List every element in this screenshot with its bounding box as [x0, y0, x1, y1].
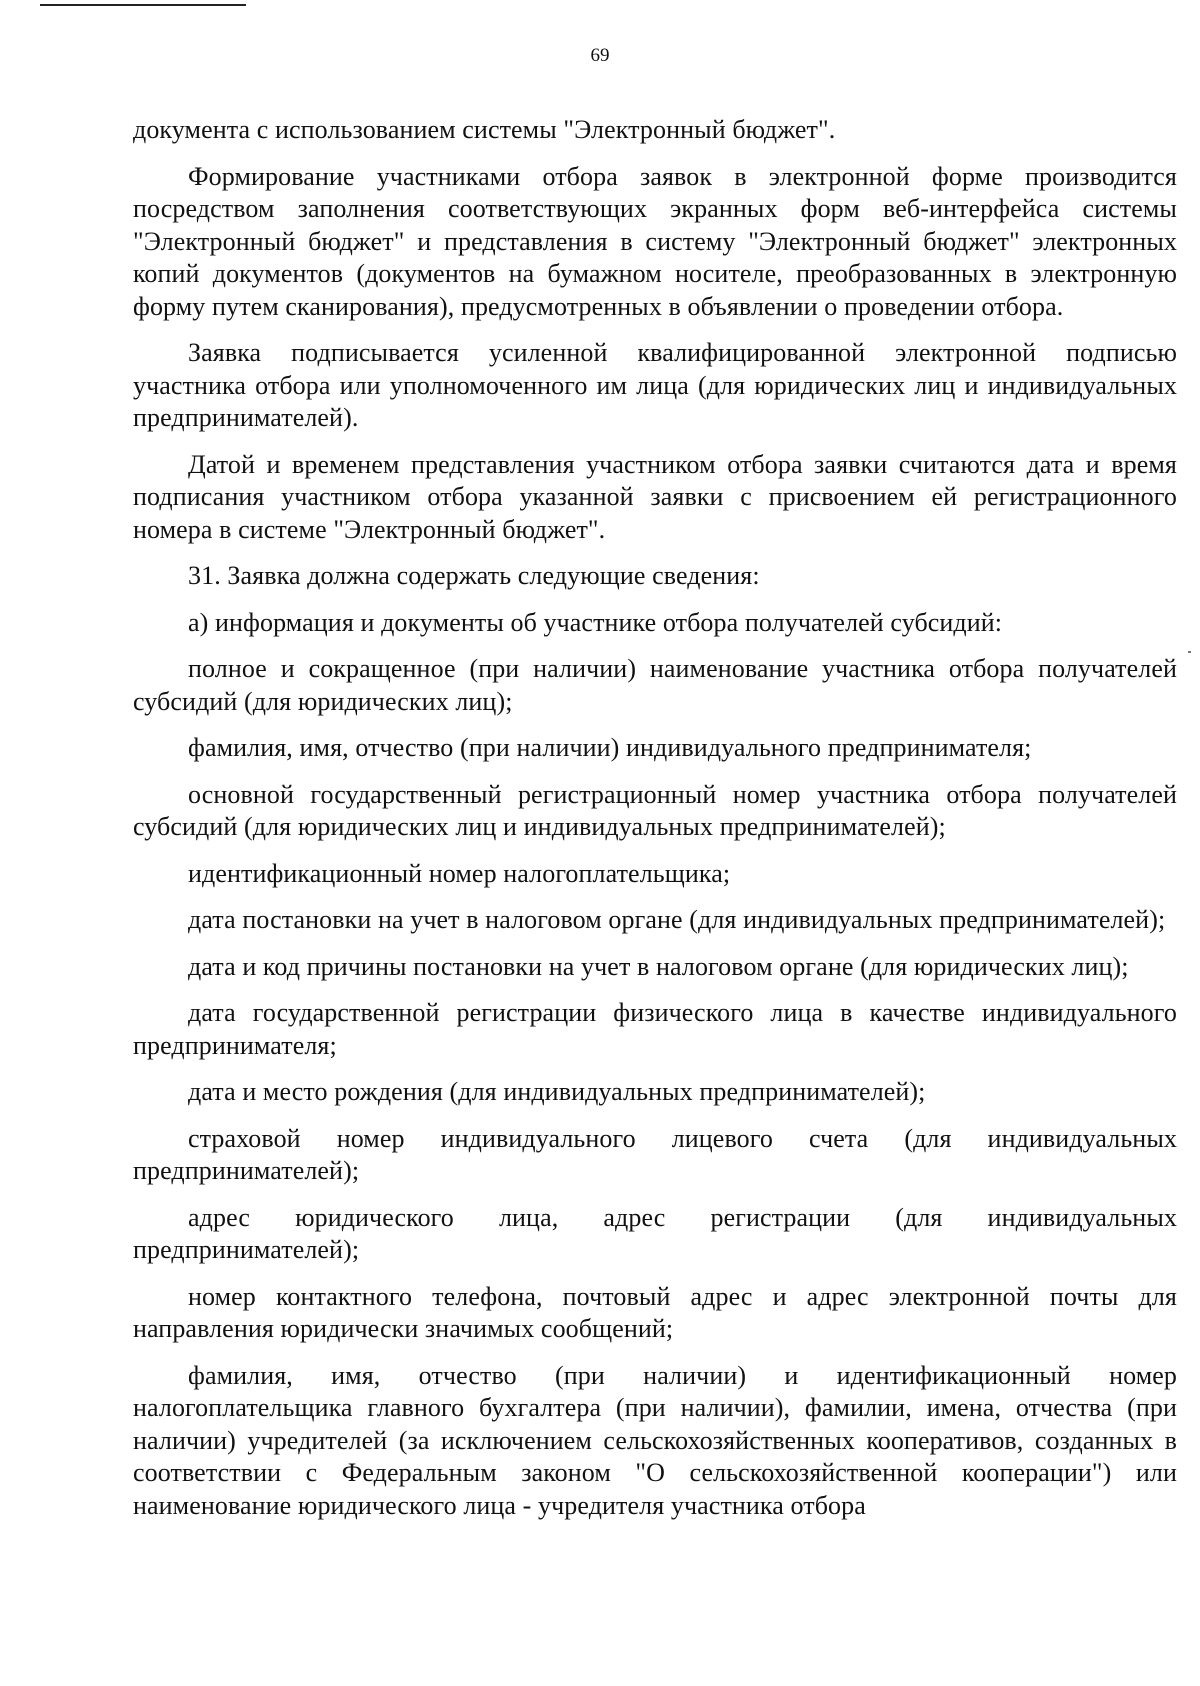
list-item-birth-date-place: дата и место рождения (для индивидуальных предпринимателей); [188, 1077, 926, 1106]
paragraph-application-forming: Формирование участниками отбора заявок в электронной форме производится посредством заполнения соответствующих экранных форм веб-интерфейса системы "Электронный бюджет" и представления в систему "Электронный бюджет" электронных копий документов (документов на бумажном носителе, преобразованных в электронную форму путем сканирования), предусмотренных в объявлении о проведении отбора. [133, 161, 1177, 321]
list-item-full-name: полное и сокращенное (при наличии) наименование участника отбора получателей субсидий (для юридических лиц); [133, 654, 1177, 716]
page-number: 69 [590, 45, 610, 66]
paragraph-continuation: документа с использованием системы "Электронный бюджет". [133, 115, 836, 144]
scan-speck [1188, 651, 1191, 653]
list-item-state-registration-date: дата государственной регистрации физического лица в качестве индивидуального предпринимателя; [133, 998, 1177, 1060]
paragraph-application-signing: Заявка подписывается усиленной квалифицированной электронной подписью участника отбора или уполномоченного им лица (для юридических лиц и индивидуальных предпринимателей). [133, 338, 1177, 432]
document-body [133, 114, 1177, 1522]
list-item-inn: идентификационный номер налогоплательщика; [188, 858, 731, 888]
list-item-contacts: номер контактного телефона, почтовый адрес и адрес электронной почты для направления юридически значимых сообщений; [133, 1281, 1177, 1343]
list-item-tax-registration-date: дата постановки на учет в налоговом органе (для индивидуальных предпринимателей); [188, 905, 1166, 934]
list-item-entrepreneur-name: фамилия, имя, отчество (при наличии) индивидуального предпринимателя; [188, 733, 1032, 762]
list-item-kpp: дата и код причины постановки на учет в налоговом органе (для юридических лиц); [188, 951, 1129, 981]
paragraph-submission-date: Датой и временем представления участником отбора заявки считаются дата и время подписания участником отбора указанной заявки с присвоением ей регистрационного номера в системе "Электронный бюджет". [133, 449, 1177, 544]
list-item-address: адрес юридического лица, адрес регистрации (для индивидуальных предпринимателей); [133, 1202, 1177, 1264]
list-item-ogrn: основной государственный регистрационный номер участника отбора получателей субсидий (для юридических лиц и индивидуальных предпринимателей); [133, 779, 1177, 841]
list-item-snils: страховой номер индивидуального лицевого счета (для индивидуальных предпринимателей); [133, 1123, 1177, 1185]
list-item-chief-accountant-founders: фамилия, имя, отчество (при наличии) и идентификационный номер налогоплательщика главного бухгалтера (при наличии), фамилии, имена, отчества (при наличии) учредителей (за исключением сельскохозяйственных кооперативов, созданных в соответствии с Федеральным законом "О сельскохозяйственной кооперации") или наименование юридического лица - учредителя участника отбора [133, 1360, 1177, 1520]
paragraph-subclause-a: а) информация и документы об участнике отбора получателей субсидий: [188, 607, 1003, 637]
paragraph-clause-31: 31. Заявка должна содержать следующие сведения: [188, 561, 760, 590]
scan-edge-line [40, 4, 246, 6]
